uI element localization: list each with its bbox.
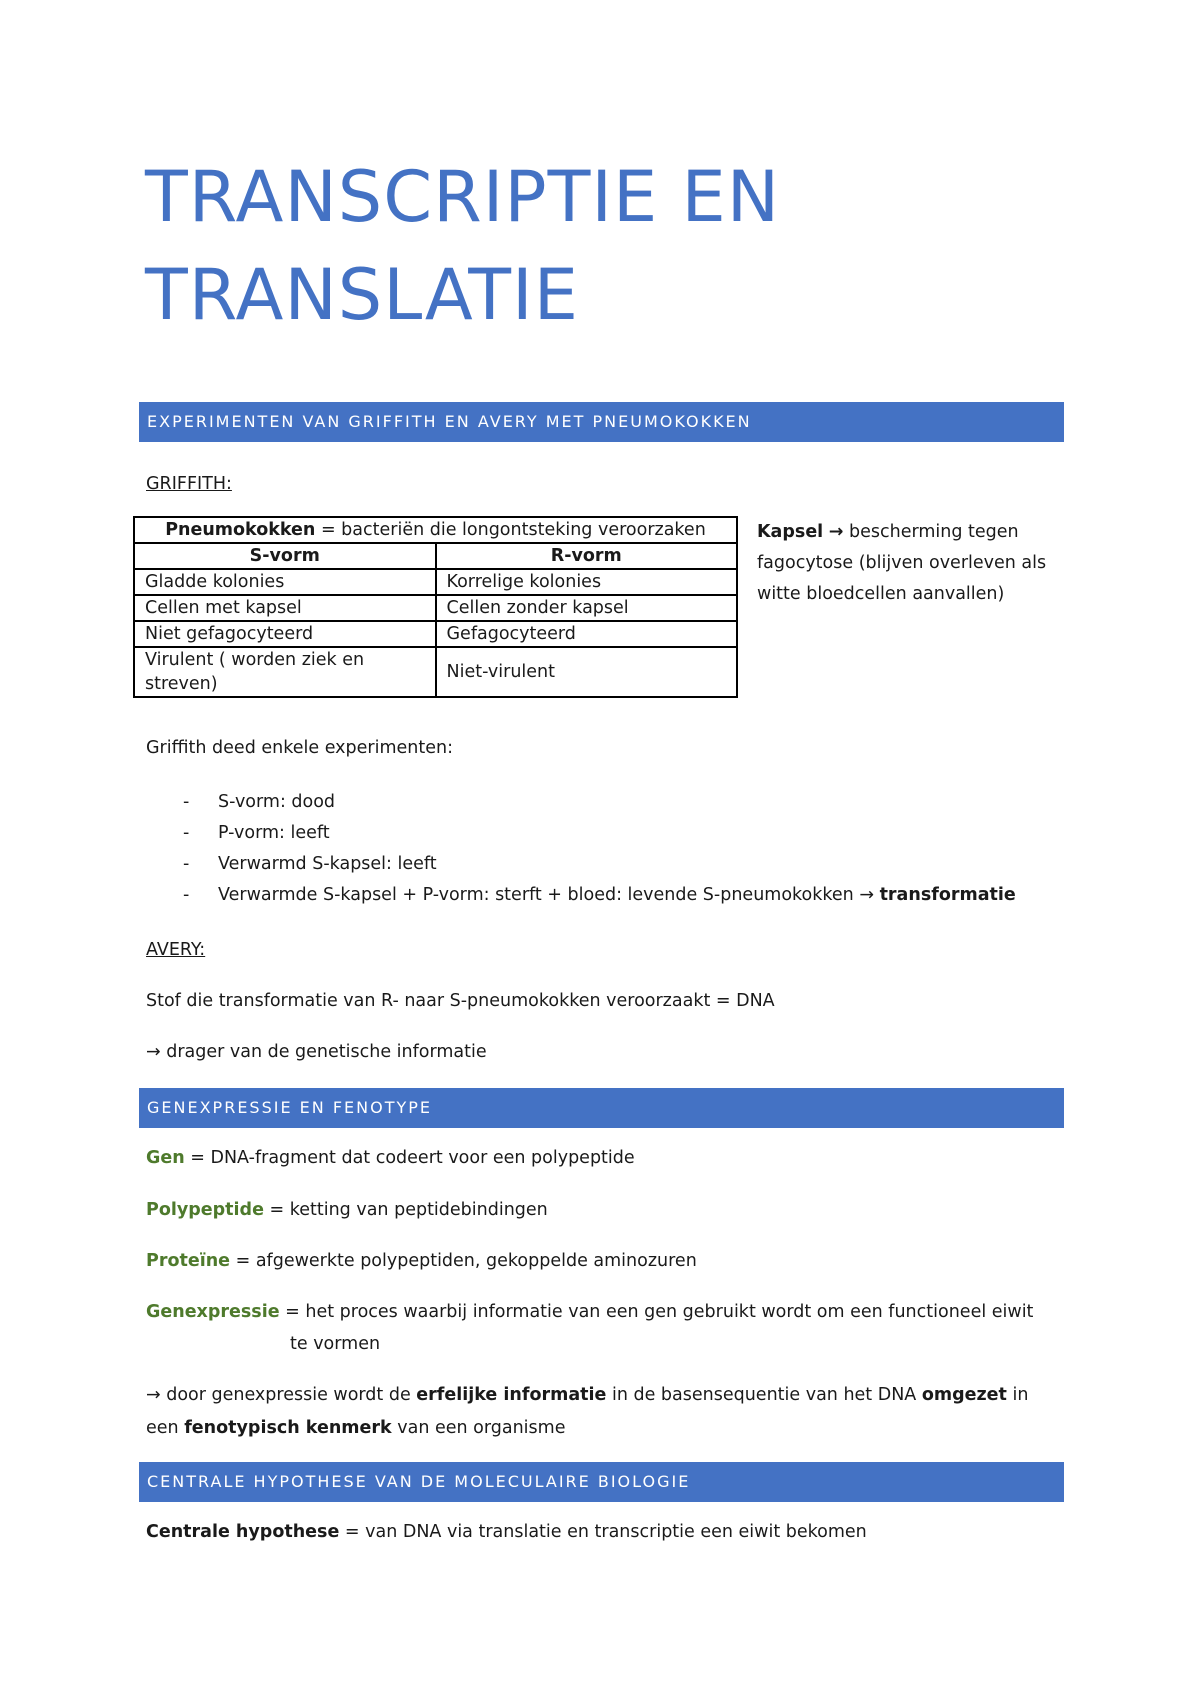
- table-header-term: Pneumokokken: [165, 520, 316, 540]
- section-heading-griffith-avery: EXPERIMENTEN VAN GRIFFITH EN AVERY MET PNEUMOKOKKEN: [139, 402, 1064, 442]
- bullet-dash: -: [183, 885, 190, 905]
- table-header: [134, 517, 737, 543]
- genexpressie-summary-line-2: een fenotypisch kenmerk van een organisme: [146, 1418, 566, 1438]
- table-cell: Korrelige kolonies: [436, 569, 738, 595]
- table-row: [134, 595, 737, 621]
- table-row: [134, 621, 737, 647]
- term-gen: Gen: [146, 1148, 185, 1168]
- column-header-r-vorm: R-vorm: [436, 543, 738, 569]
- griffith-intro: Griffith deed enkele experimenten:: [146, 738, 453, 758]
- title-line-2: TRANSLATIE: [145, 254, 579, 336]
- definition-genexpressie: Genexpressie = het proces waarbij informatie van een gen gebruikt wordt om een functioneel eiwit: [146, 1302, 1034, 1322]
- griffith-label: GRIFFITH:: [146, 474, 232, 494]
- list-item: Verwarmd S-kapsel: leeft: [218, 854, 437, 874]
- genexpressie-summary-line-1: → door genexpressie wordt de erfelijke informatie in de basensequentie van het DNA omgezet in: [146, 1385, 1029, 1405]
- column-header-s-vorm: S-vorm: [134, 543, 436, 569]
- kapsel-note-line-2: fagocytose (blijven overleven als: [757, 553, 1047, 573]
- term-genexpressie: Genexpressie: [146, 1302, 280, 1322]
- kapsel-note-line-3: witte bloedcellen aanvallen): [757, 584, 1005, 604]
- definition-gen: Gen = DNA-fragment dat codeert voor een polypeptide: [146, 1148, 635, 1168]
- term-centrale-hypothese: Centrale hypothese: [146, 1522, 340, 1542]
- table-cell: Gefagocyteerd: [436, 621, 738, 647]
- kapsel-term: Kapsel: [757, 522, 824, 542]
- definition-proteine: Proteïne = afgewerkte polypeptiden, gekoppelde aminozuren: [146, 1251, 697, 1271]
- bullet-dash: -: [183, 854, 190, 874]
- table-cell: Gladde kolonies: [134, 569, 436, 595]
- bullet-dash: -: [183, 823, 190, 843]
- transformatie-term: transformatie: [879, 885, 1016, 905]
- title-line-1: TRANSCRIPTIE EN: [145, 156, 781, 238]
- table-cell: Cellen met kapsel: [134, 595, 436, 621]
- term-proteine: Proteïne: [146, 1251, 231, 1271]
- kapsel-note-line-1: Kapsel → bescherming tegen: [757, 522, 1019, 542]
- arrow-icon: →: [828, 522, 844, 542]
- definition-centrale-hypothese: Centrale hypothese = van DNA via translatie en transcriptie een eiwit bekomen: [146, 1522, 867, 1542]
- avery-line-1: Stof die transformatie van R- naar S-pneumokokken veroorzaakt = DNA: [146, 991, 775, 1011]
- list-item: Verwarmde S-kapsel + P-vorm: sterft + bloed: levende S-pneumokokken → transformatie: [218, 885, 1016, 905]
- definition-polypeptide: Polypeptide = ketting van peptidebindingen: [146, 1200, 548, 1220]
- page-title: [145, 148, 780, 344]
- definition-continuation: te vormen: [290, 1334, 381, 1354]
- table-cell: Virulent ( worden ziek en streven): [134, 647, 436, 697]
- table-row: [134, 647, 737, 697]
- table-header-def: = bacteriën die longontsteking veroorzaken: [315, 520, 706, 540]
- section-heading-centrale-hypothese: CENTRALE HYPOTHESE VAN DE MOLECULAIRE BIOLOGIE: [139, 1462, 1064, 1502]
- avery-line-2: → drager van de genetische informatie: [146, 1042, 487, 1062]
- table-cell: Niet-virulent: [436, 647, 738, 697]
- pneumokokken-table: [133, 516, 738, 698]
- section-heading-genexpressie: GENEXPRESSIE EN FENOTYPE: [139, 1088, 1064, 1128]
- list-item: S-vorm: dood: [218, 792, 336, 812]
- bullet-dash: -: [183, 792, 190, 812]
- term-polypeptide: Polypeptide: [146, 1200, 264, 1220]
- table-cell: Cellen zonder kapsel: [436, 595, 738, 621]
- list-item: P-vorm: leeft: [218, 823, 330, 843]
- avery-label: AVERY:: [146, 940, 206, 960]
- table-row: [134, 569, 737, 595]
- table-cell: Niet gefagocyteerd: [134, 621, 436, 647]
